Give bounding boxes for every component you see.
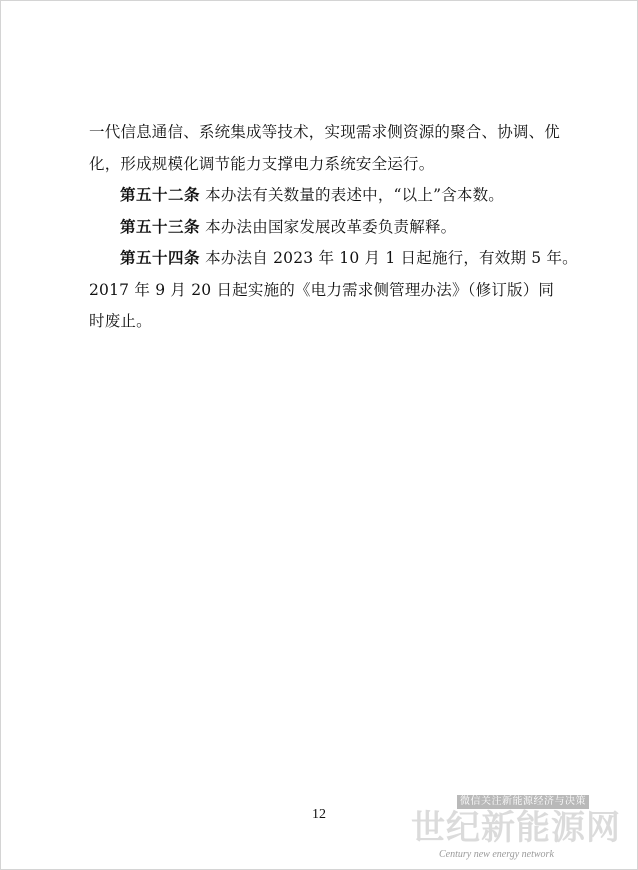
- document-body: [89, 117, 578, 338]
- watermark-subtitle: Century new energy network: [439, 849, 554, 860]
- article-54-continuation-1: 2017 年 9 月 20 日起实施的《电力需求侧管理办法》（修订版）同: [89, 280, 555, 299]
- page-number: 12: [312, 807, 326, 822]
- article-52-number: 第五十二条: [120, 186, 201, 204]
- article-52: [89, 180, 559, 212]
- article-54: [89, 243, 578, 275]
- article-54-text: 本办法自 2023 年 10 月 1 日起施行，有效期 5 年。: [205, 249, 578, 267]
- text-line-1: 一代信息通信、系统集成等技术，实现需求侧资源的聚合、协调、优: [89, 123, 561, 141]
- text-line-2: 化，形成规模化调节能力支撑电力系统安全运行。: [89, 154, 435, 173]
- article-54-number: 第五十四条: [120, 249, 201, 267]
- article-52-text: 本办法有关数量的表述中，“以上”含本数。: [205, 186, 505, 204]
- watermark-logo: 世纪新能源网: [411, 808, 621, 848]
- article-53-number: 第五十三条: [120, 217, 201, 236]
- watermark: [403, 791, 633, 869]
- article-54-continuation-2: 时废止。: [89, 312, 152, 330]
- article-53: [89, 212, 559, 244]
- article-53-text: 本办法由国家发展改革委负责解释。: [205, 217, 457, 236]
- watermark-banner: 微信关注新能源经济与决策: [457, 795, 589, 809]
